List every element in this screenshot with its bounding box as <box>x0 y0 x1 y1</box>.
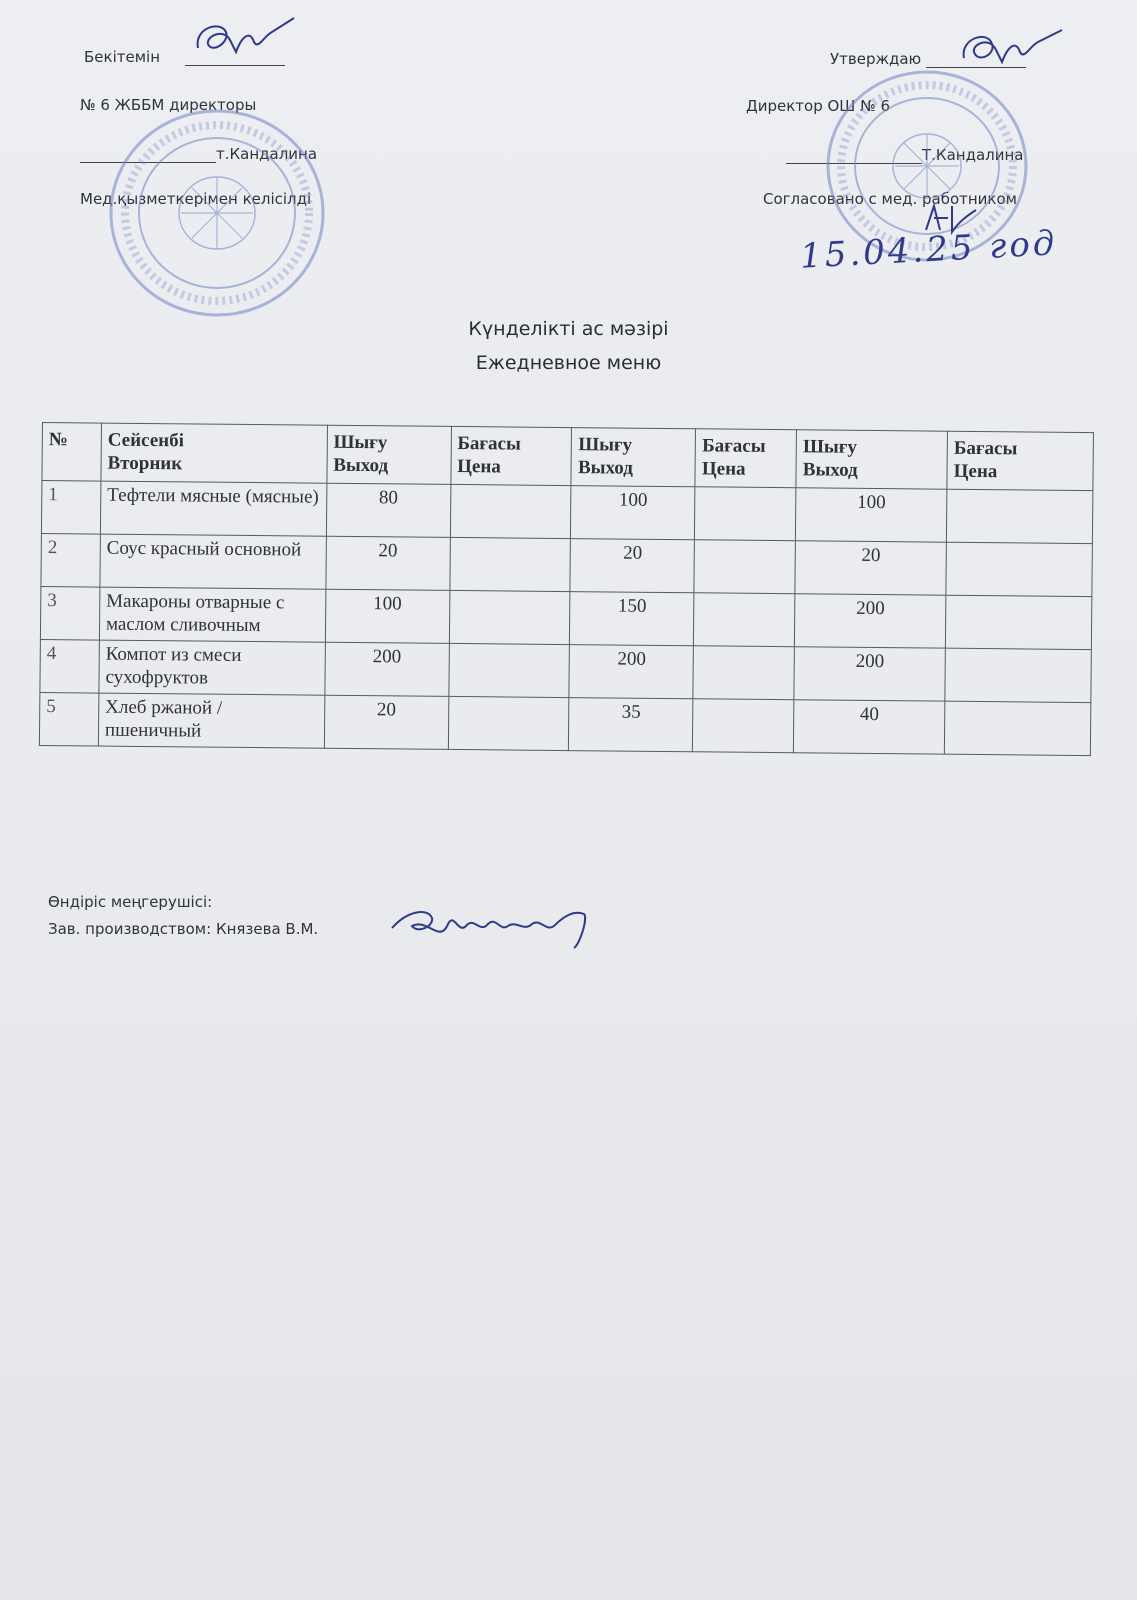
output-value: 200 <box>795 594 946 648</box>
official-stamp-left <box>106 106 328 320</box>
col-header-output-kz: Шығу <box>333 431 388 454</box>
table-row <box>39 692 1090 755</box>
price-cell <box>945 648 1091 702</box>
col-header-price <box>695 429 796 488</box>
output-value: 200 <box>325 642 449 696</box>
row-num: 4 <box>40 639 99 693</box>
col-header-output-kz: Шығу <box>578 434 633 456</box>
price-cell <box>448 696 569 750</box>
price-cell <box>449 537 570 591</box>
row-num: 5 <box>39 692 98 746</box>
col-header-price-kz: Бағасы <box>457 432 521 455</box>
col-header-output <box>571 428 695 487</box>
dish-name: Хлеб ржаной /пшеничный <box>98 693 324 748</box>
col-header-output-ru: Выход <box>802 459 858 481</box>
price-cell <box>946 489 1092 543</box>
director-name-ru-text: Т.Кандалина <box>922 146 1024 164</box>
price-cell <box>695 487 796 541</box>
col-header-num: № <box>42 423 101 482</box>
price-cell <box>450 484 571 538</box>
col-header-dish-ru: Вторник <box>107 452 183 475</box>
col-header-dish-kz: Сейсенбі <box>107 429 185 452</box>
table-header-row <box>42 423 1094 491</box>
footer-production-head-kz: Өндіріс меңгерушісі: <box>48 893 213 911</box>
director-name-kz-text: т.Кандалина <box>216 145 318 163</box>
output-value: 200 <box>569 645 693 699</box>
col-header-output <box>327 425 451 484</box>
price-cell <box>945 595 1091 649</box>
output-value: 150 <box>570 592 694 646</box>
output-value: 80 <box>326 483 450 537</box>
output-value: 100 <box>571 486 695 540</box>
output-value: 100 <box>796 488 947 542</box>
output-value: 200 <box>794 647 945 701</box>
price-cell <box>693 646 794 700</box>
footer-production-head-ru: Зав. производством: Князева В.М. <box>48 920 319 938</box>
output-value: 35 <box>569 698 693 752</box>
col-header-price-kz: Бағасы <box>702 435 766 457</box>
price-cell <box>946 542 1092 596</box>
approve-label-ru-text: Утверждаю <box>830 50 922 68</box>
col-header-price <box>450 426 571 485</box>
director-title-kz: № 6 ЖББМ директоры <box>80 96 257 114</box>
output-value: 20 <box>795 541 946 595</box>
output-value: 20 <box>326 536 450 590</box>
output-value: 100 <box>325 589 449 643</box>
title-kz: Күнделікті ас мәзірі <box>468 318 669 340</box>
dish-name: Компот из смеси сухофруктов <box>99 640 325 695</box>
col-header-output-ru: Выход <box>577 457 634 479</box>
med-worker-signature <box>920 200 980 240</box>
price-cell <box>944 701 1090 755</box>
title-ru: Ежедневное меню <box>475 352 662 374</box>
row-num: 3 <box>40 586 99 640</box>
col-header-output-ru: Выход <box>333 454 389 477</box>
col-header-price <box>947 431 1093 490</box>
row-num: 2 <box>41 533 100 587</box>
agreed-med-ru: Согласовано с мед. работником <box>763 190 1017 208</box>
col-header-price-ru: Цена <box>457 455 501 478</box>
price-cell <box>448 643 569 697</box>
col-header-dish <box>101 423 327 483</box>
director-signature-left <box>190 14 300 66</box>
director-title-ru: Директор ОШ № 6 <box>746 97 891 115</box>
approve-label-kz-text: Бекітемін <box>84 48 161 66</box>
dish-name: Макароны отварные с маслом сливочным <box>99 587 325 642</box>
production-head-signature <box>388 904 598 952</box>
price-cell <box>694 540 795 594</box>
col-header-price-ru: Цена <box>701 458 746 480</box>
output-value: 40 <box>794 700 945 754</box>
price-cell <box>694 593 795 647</box>
price-cell <box>449 590 570 644</box>
output-value: 20 <box>570 539 694 593</box>
col-header-price-kz: Бағасы <box>953 437 1018 460</box>
col-header-output-kz: Шығу <box>802 436 858 458</box>
output-value: 20 <box>324 695 448 749</box>
row-num: 1 <box>41 481 100 535</box>
col-header-price-ru: Цена <box>953 460 998 483</box>
menu-table <box>39 422 1094 756</box>
agreed-med-kz: Мед.қызметкерімен келісілді <box>80 190 312 208</box>
price-cell <box>693 699 794 753</box>
col-header-output <box>796 430 947 489</box>
dish-name: Тефтели мясные (мясные) <box>100 481 326 536</box>
handwritten-date: 15.04.25 год <box>799 223 1059 277</box>
dish-name: Соус красный основной <box>100 534 326 589</box>
director-signature-right <box>958 22 1066 74</box>
